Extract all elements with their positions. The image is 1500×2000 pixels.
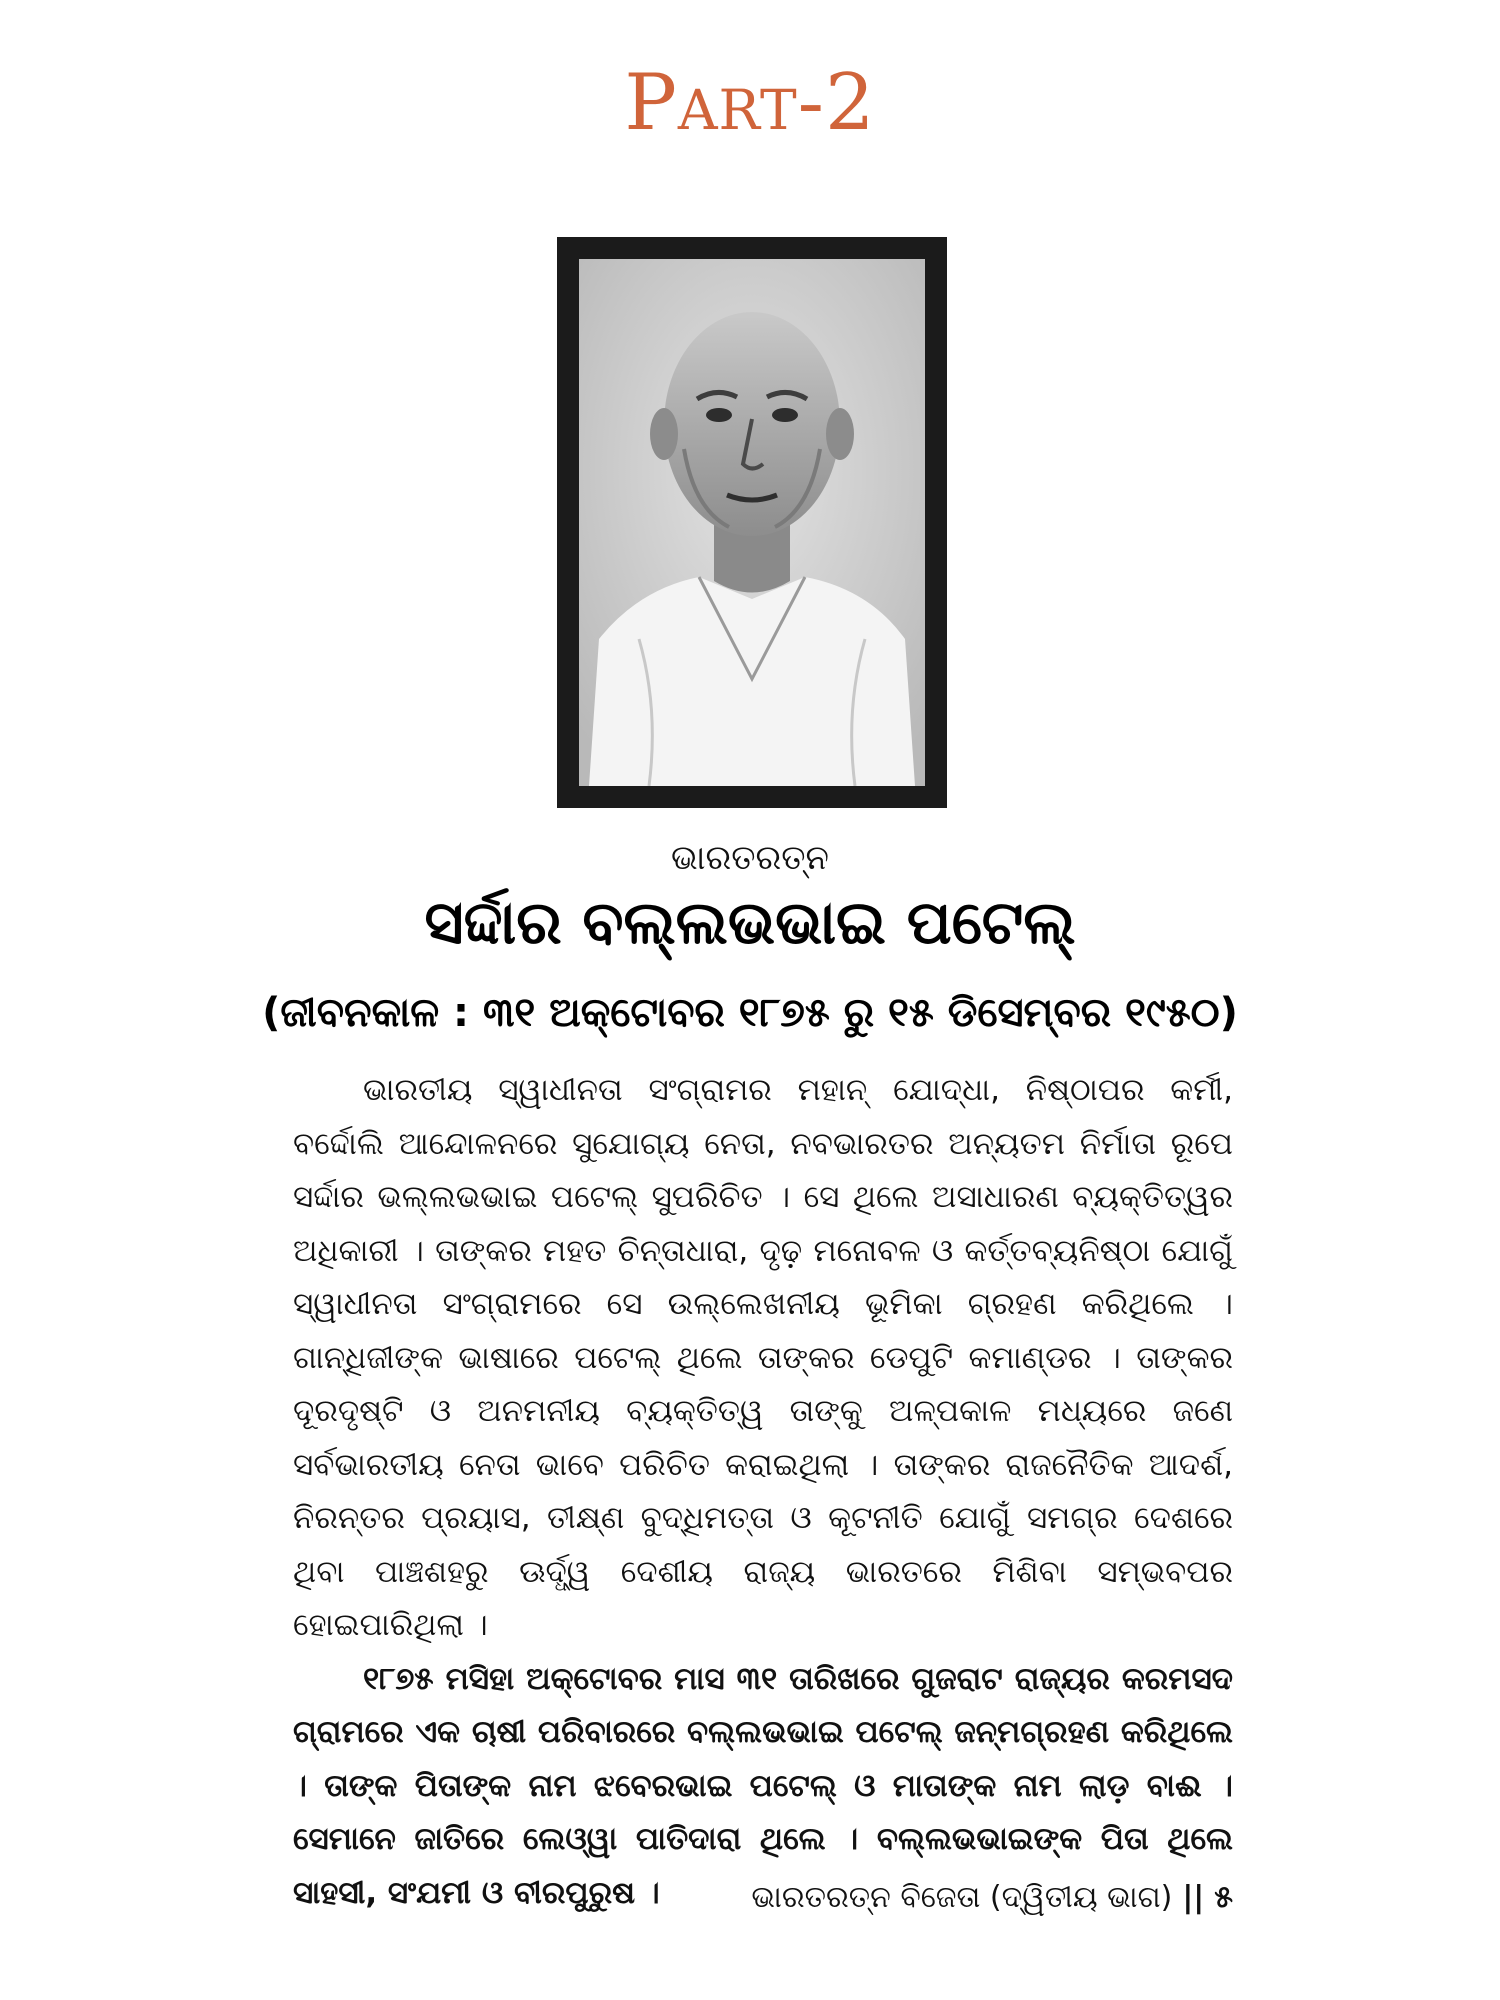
footer-book-title: ଭାରତରତ୍ନ ବିଜେତା (ଦ୍ୱିତୀୟ ଭାଗ) bbox=[751, 1880, 1173, 1915]
kicker-label: ଭାରତରତ୍ନ bbox=[671, 838, 829, 878]
page-number: ୫ bbox=[1214, 1880, 1233, 1915]
paragraph-birth: ୧୮୭୫ ମସିହା ଅକ୍ଟୋବର ମାସ ୩୧ ତାରିଖରେ ଗୁଜରାଟ ରାଜ୍ୟର କରମସଦ ଗ୍ରାମରେ ଏକ ଚାଷୀ ପରିବାରରେ ବଲ୍ଲଭଭାଇ ପଟେଲ୍ ଜନ୍ମଗ୍ରହଣ କରିଥିଲେ । ତାଙ୍କ ପିତାଙ୍କ ନାମ ଝବେରଭାଇ ପଟେଲ୍ ଓ ମାତାଙ୍କ ନାମ ଲାଡ଼ ବାଈ । ସେମାନେ ଜାତିରେ ଲେଓ୍ୱା ପାତିଦାରା ଥିଲେ । ବଲ୍ଲଭଭାଇଙ୍କ ପିତା ଥିଲେ ସାହସୀ, ସଂଯମୀ ଓ ବୀରପୁରୁଷ । bbox=[293, 1660, 1233, 1911]
portrait-photo-icon bbox=[579, 259, 925, 786]
lifespan-subtitle: (ଜୀବନକାଳ : ୩୧ ଅକ୍ଟୋବର ୧୮୭୫ ରୁ ୧୫ ଡିସେମ୍ବର ୧୯୫୦) bbox=[262, 990, 1238, 1036]
page-footer bbox=[751, 1880, 1233, 1915]
footer-separator: || bbox=[1182, 1880, 1205, 1915]
part-heading: Part-2 bbox=[624, 58, 876, 148]
paragraph-intro: ଭାରତୀୟ ସ୍ୱାଧୀନତା ସଂଗ୍ରାମର ମହାନ୍ ଯୋଦ୍ଧା, ନିଷ୍ଠାପର କର୍ମୀ, ବର୍ଦ୍ଦୋଲି ଆନ୍ଦୋଳନରେ ସୁଯୋଗ୍ୟ ନେତା, ନବଭାରତର ଅନ୍ୟତମ ନିର୍ମାତା ରୂପେ ସର୍ଦ୍ଦାର ଭଲ୍ଲଭଭାଇ ପଟେଲ୍ ସୁପରିଚିତ । ସେ ଥିଲେ ଅସାଧାରଣ ବ୍ୟକ୍ତିତ୍ୱର ଅଧିକାରୀ । ତାଙ୍କର ମହତ ଚିନ୍ତାଧାରା, ଦୃଢ଼ ମନୋବଳ ଓ କର୍ତ୍ତବ୍ୟନିଷ୍ଠା ଯୋଗୁଁ ସ୍ୱାଧୀନତା ସଂଗ୍ରାମରେ ସେ ଉଲ୍ଲେଖନୀୟ ଭୂମିକା ଗ୍ରହଣ କରିଥିଲେ । ଗାନ୍ଧିଜୀଙ୍କ ଭାଷାରେ ପଟେଲ୍ ଥିଲେ ତାଙ୍କର ଡେପୁଟି କମାଣ୍ଡର । ତାଙ୍କର ଦୂରଦୃଷ୍ଟି ଓ ଅନମନୀୟ ବ୍ୟକ୍ତିତ୍ୱ ତାଙ୍କୁ ଅଳ୍ପକାଳ ମଧ୍ୟରେ ଜଣେ ସର୍ବଭାରତୀୟ ନେତା ଭାବେ ପରିଚିତ କରାଇଥିଲା । ତାଙ୍କର ରାଜନୈତିକ ଆଦର୍ଶ, ନିରନ୍ତର ପ୍ରୟାସ, ତୀକ୍ଷ୍ଣ ବୁଦ୍ଧିମତ୍ତା ଓ କୂଟନୀତି ଯୋଗୁଁ ସମଗ୍ର ଦେଶରେ ଥିବା ପାଞ୍ଚଶହରୁ ଊର୍ଦ୍ଧ୍ୱ ଦେଶୀୟ ରାଜ୍ୟ ଭାରତରେ ମିଶିବା ସମ୍ଭବପର ହୋଇପାରିଥିଲା । bbox=[293, 1072, 1233, 1643]
article-body bbox=[293, 1064, 1233, 1920]
page-title: ସର୍ଦ୍ଦାର ବଲ୍ଲଭଭାଇ ପଟେଲ୍ bbox=[424, 888, 1076, 958]
portrait-frame bbox=[557, 237, 947, 808]
